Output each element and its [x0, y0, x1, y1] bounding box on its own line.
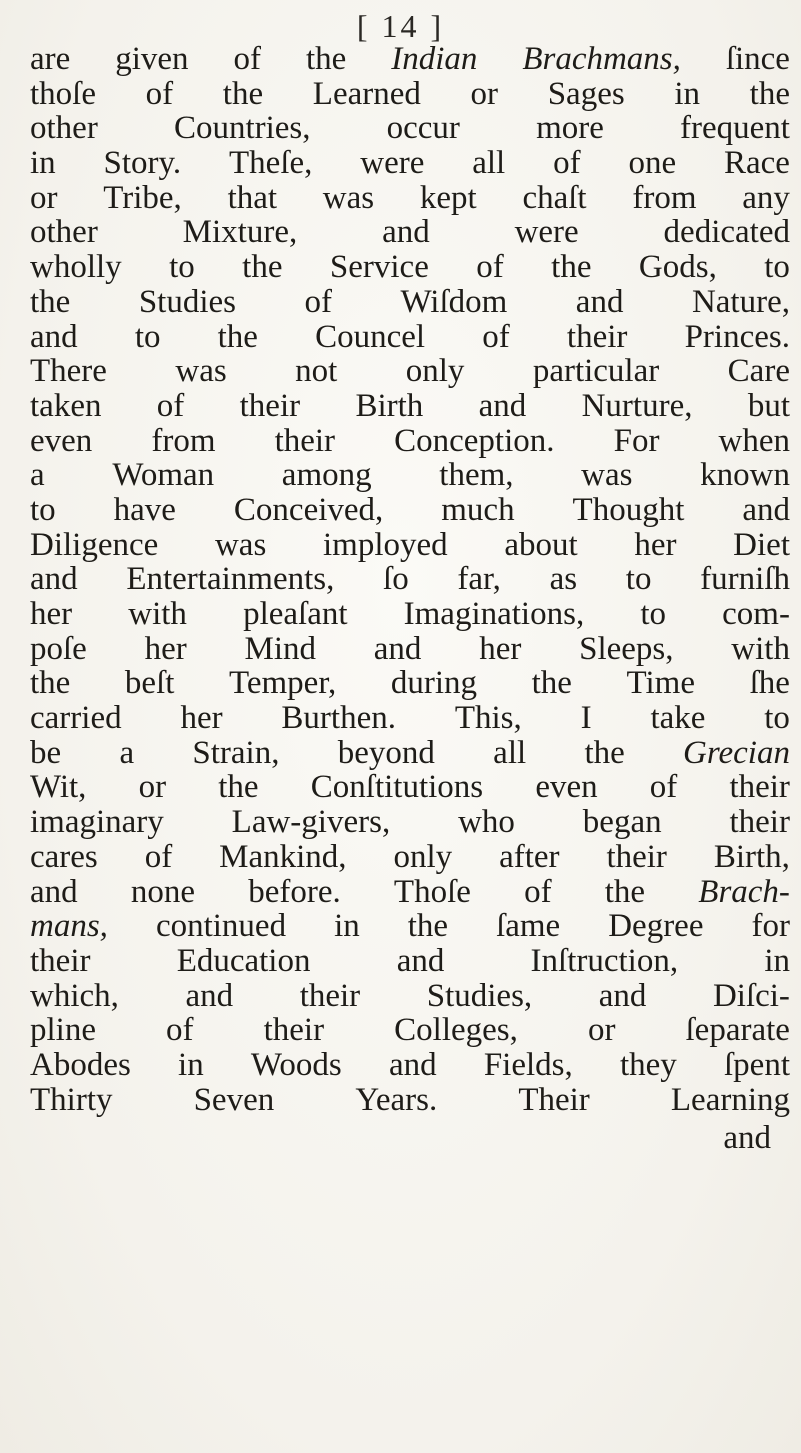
word: Fields, — [483, 1046, 573, 1083]
word: Story. — [103, 145, 182, 182]
word: are — [30, 41, 71, 77]
word: or — [30, 179, 58, 216]
word: after — [499, 838, 560, 875]
word: Mind — [244, 630, 317, 667]
word: occur — [386, 110, 460, 147]
word: pline — [30, 1012, 96, 1049]
text-line — [30, 354, 790, 389]
word: have — [113, 491, 176, 528]
word: only — [405, 353, 465, 390]
word: Studies — [138, 283, 236, 320]
word: to — [169, 249, 195, 286]
word: Care — [727, 353, 790, 390]
word: and — [742, 491, 790, 528]
word: and — [575, 283, 624, 320]
word: of — [156, 387, 185, 424]
word: was — [581, 457, 633, 494]
word: and — [396, 942, 445, 979]
text-line — [30, 597, 790, 632]
word: given — [115, 41, 189, 77]
word: other — [30, 214, 98, 251]
word: were — [514, 214, 579, 251]
word: This, — [454, 700, 522, 737]
word: Mankind, — [219, 838, 347, 875]
word: which, — [30, 977, 119, 1014]
word: in — [764, 942, 790, 979]
word: their — [274, 422, 336, 459]
word: to — [134, 318, 161, 355]
text-line — [30, 528, 790, 563]
word: before. — [248, 873, 341, 910]
word: and — [30, 873, 78, 910]
text-line — [30, 77, 790, 112]
word: taken — [30, 387, 102, 424]
word: only — [393, 838, 453, 875]
text-line — [30, 146, 790, 181]
word: and — [30, 318, 78, 355]
word: or — [587, 1012, 616, 1049]
word: the — [30, 665, 71, 702]
word: was — [322, 179, 375, 216]
word: when — [718, 422, 790, 459]
word: and — [30, 561, 78, 598]
word: cares — [30, 838, 98, 875]
word: Woods — [250, 1046, 342, 1083]
word: who — [458, 804, 515, 841]
text-line — [30, 666, 790, 701]
word: was — [214, 526, 267, 563]
word: to — [640, 596, 666, 632]
word: Imaginations, — [403, 596, 585, 632]
word: Conceived, — [233, 491, 384, 528]
word: Wit, — [30, 769, 87, 806]
word: the — [305, 41, 347, 77]
word: them, — [439, 457, 514, 494]
word: much — [441, 491, 515, 528]
word: the — [531, 665, 572, 702]
word: Abodes — [30, 1046, 131, 1083]
word: and — [185, 977, 234, 1014]
text-line — [30, 805, 790, 840]
word: take — [650, 700, 706, 737]
word: particular — [532, 353, 660, 390]
word: from — [151, 422, 216, 459]
text-line — [30, 736, 790, 771]
word: of — [553, 145, 581, 182]
word: the — [407, 908, 449, 945]
word: the — [604, 873, 646, 910]
word: their — [299, 977, 361, 1014]
word: mans, — [30, 908, 108, 945]
word: ſeparate — [685, 1012, 790, 1049]
word: frequent — [680, 110, 790, 147]
word: of — [233, 41, 261, 77]
body-text — [30, 42, 790, 1117]
word: Inſtruction, — [530, 942, 679, 979]
text-line — [30, 320, 790, 355]
word: Learning — [670, 1081, 790, 1118]
word: other — [30, 110, 98, 147]
word: the — [584, 734, 625, 771]
word: Learned — [312, 75, 421, 112]
word: of — [166, 1012, 194, 1049]
word: the — [242, 249, 283, 286]
word: during — [390, 665, 477, 702]
text-line — [30, 250, 790, 285]
word: Brachmans, — [522, 41, 681, 77]
word: with — [731, 630, 790, 667]
word: a — [30, 457, 45, 494]
word: known — [700, 457, 790, 494]
catchword: and — [723, 1119, 771, 1156]
word: ſhe — [749, 665, 790, 702]
word: one — [628, 145, 677, 182]
word: or — [138, 769, 167, 806]
word: Conception. — [394, 422, 555, 459]
word: Time — [626, 665, 695, 702]
word: Indian — [391, 41, 478, 77]
word: and — [478, 387, 527, 424]
text-line — [30, 979, 790, 1014]
word: poſe — [30, 630, 87, 667]
word: not — [295, 353, 338, 390]
word: Sleeps, — [579, 630, 674, 667]
word: ſame — [496, 908, 561, 945]
text-line — [30, 389, 790, 424]
word: about — [504, 526, 578, 563]
word: any — [742, 179, 790, 216]
word: carried — [30, 700, 122, 737]
word: beyond — [337, 734, 435, 771]
word: Wiſdom — [400, 283, 508, 320]
word: ſo — [383, 561, 409, 598]
word: were — [360, 145, 425, 182]
word: in — [178, 1046, 204, 1083]
word: and — [598, 977, 647, 1014]
word: ſince — [725, 41, 790, 77]
word: kept — [419, 179, 477, 216]
word: their — [729, 769, 790, 806]
word: her — [30, 596, 73, 632]
word: Princes. — [684, 318, 790, 355]
word: com- — [722, 596, 790, 632]
word: Grecian — [683, 734, 790, 771]
word: none — [130, 873, 195, 910]
word: of — [476, 249, 504, 286]
word: Councel — [315, 318, 426, 355]
page-number: [ 14 ] — [356, 8, 445, 44]
word: to — [764, 249, 790, 286]
word: with — [128, 596, 187, 632]
word: of — [649, 769, 678, 806]
word: chaſt — [522, 179, 587, 216]
text-line — [30, 458, 790, 493]
word: far, — [457, 561, 501, 598]
word: of — [304, 283, 332, 320]
word: the — [217, 318, 258, 355]
word: and — [373, 630, 422, 667]
word: be — [30, 734, 62, 771]
word: of — [524, 873, 552, 910]
word: of — [144, 838, 173, 875]
text-line — [30, 1013, 790, 1048]
text-line — [30, 909, 790, 944]
word: but — [747, 387, 790, 424]
word: Diet — [733, 526, 790, 563]
word: imaginary — [30, 804, 164, 841]
word: Woman — [112, 457, 215, 494]
word: Birth, — [713, 838, 790, 875]
word: for — [751, 908, 790, 945]
word: her — [180, 700, 223, 737]
word: their — [606, 838, 667, 875]
word: in — [674, 75, 701, 112]
word: Mixture, — [182, 214, 298, 251]
word: even — [30, 422, 93, 459]
word: Degree — [608, 908, 704, 945]
word: imployed — [322, 526, 448, 563]
word: to — [764, 700, 790, 737]
text-line — [30, 215, 790, 250]
text-line — [30, 562, 790, 597]
text-line — [30, 424, 790, 459]
text-line — [30, 632, 790, 667]
word: Tribe, — [103, 179, 182, 216]
word: wholly — [30, 249, 122, 286]
word: more — [536, 110, 604, 147]
word: Thirty — [30, 1081, 113, 1118]
word: their — [263, 1012, 325, 1049]
word: their — [566, 318, 628, 355]
text-line — [30, 285, 790, 320]
word: all — [472, 145, 506, 182]
word: and — [388, 1046, 437, 1083]
word: Law-givers, — [231, 804, 391, 841]
text-line — [30, 701, 790, 736]
word: ſpent — [724, 1046, 790, 1083]
word: Years. — [355, 1081, 438, 1118]
text-line — [30, 1048, 790, 1083]
word: in — [30, 145, 56, 182]
word: Service — [329, 249, 429, 286]
text-line — [30, 493, 790, 528]
word: Conſtitutions — [310, 769, 484, 806]
word: was — [175, 353, 227, 390]
text-line — [30, 1083, 790, 1118]
word: of — [145, 75, 174, 112]
word: in — [334, 908, 360, 945]
text-line — [30, 770, 790, 805]
word: the — [30, 283, 71, 320]
catchword-line — [0, 1120, 801, 1156]
word: Entertainments, — [126, 561, 335, 598]
word: even — [535, 769, 598, 806]
word: Temper, — [229, 665, 337, 702]
word: Thoſe — [393, 873, 471, 910]
word: Strain, — [192, 734, 280, 771]
text-line — [30, 875, 790, 910]
word: Seven — [193, 1081, 275, 1118]
word: and — [382, 214, 430, 251]
word: thoſe — [30, 75, 96, 112]
word: Nurture, — [581, 387, 693, 424]
word: There — [30, 353, 107, 390]
word: their — [239, 387, 301, 424]
word: Countries, — [173, 110, 311, 147]
text-line — [30, 42, 790, 77]
word: Brach- — [698, 873, 790, 910]
word: beſt — [124, 665, 175, 702]
word: as — [549, 561, 578, 598]
word: Diſci- — [712, 977, 790, 1014]
word: Thought — [572, 491, 685, 528]
word: among — [281, 457, 372, 494]
word: Burthen. — [281, 700, 396, 737]
word: her — [634, 526, 677, 563]
word: Gods, — [638, 249, 717, 286]
word: her — [479, 630, 522, 667]
word: I — [580, 700, 592, 737]
text-line — [30, 944, 790, 979]
word: For — [613, 422, 660, 459]
text-line — [30, 840, 790, 875]
word: all — [493, 734, 527, 771]
word: from — [632, 179, 697, 216]
word: Colleges, — [394, 1012, 518, 1049]
word: their — [729, 804, 790, 841]
word: Nature, — [691, 283, 790, 320]
word: that — [227, 179, 278, 216]
word: Their — [518, 1081, 590, 1118]
word: Education — [176, 942, 311, 979]
word: dedicated — [663, 214, 790, 251]
word: Race — [723, 145, 790, 182]
word: her — [144, 630, 187, 667]
word: a — [119, 734, 135, 771]
word: continued — [155, 908, 287, 945]
word: Sages — [547, 75, 625, 112]
word: they — [619, 1046, 677, 1083]
text-line — [30, 111, 790, 146]
word: the — [749, 75, 790, 112]
word: the — [551, 249, 592, 286]
word: their — [30, 942, 91, 979]
word: pleaſant — [243, 596, 348, 632]
word: Diligence — [30, 526, 159, 563]
word: of — [482, 318, 510, 355]
word: or — [470, 75, 499, 112]
word: the — [218, 769, 259, 806]
word: Theſe, — [229, 145, 313, 182]
word: furniſh — [700, 561, 790, 598]
word: to — [30, 491, 56, 528]
text-line — [30, 181, 790, 216]
word: Studies, — [426, 977, 533, 1014]
word: Birth — [355, 387, 424, 424]
word: to — [625, 561, 652, 598]
word: the — [222, 75, 264, 112]
word: began — [582, 804, 662, 841]
